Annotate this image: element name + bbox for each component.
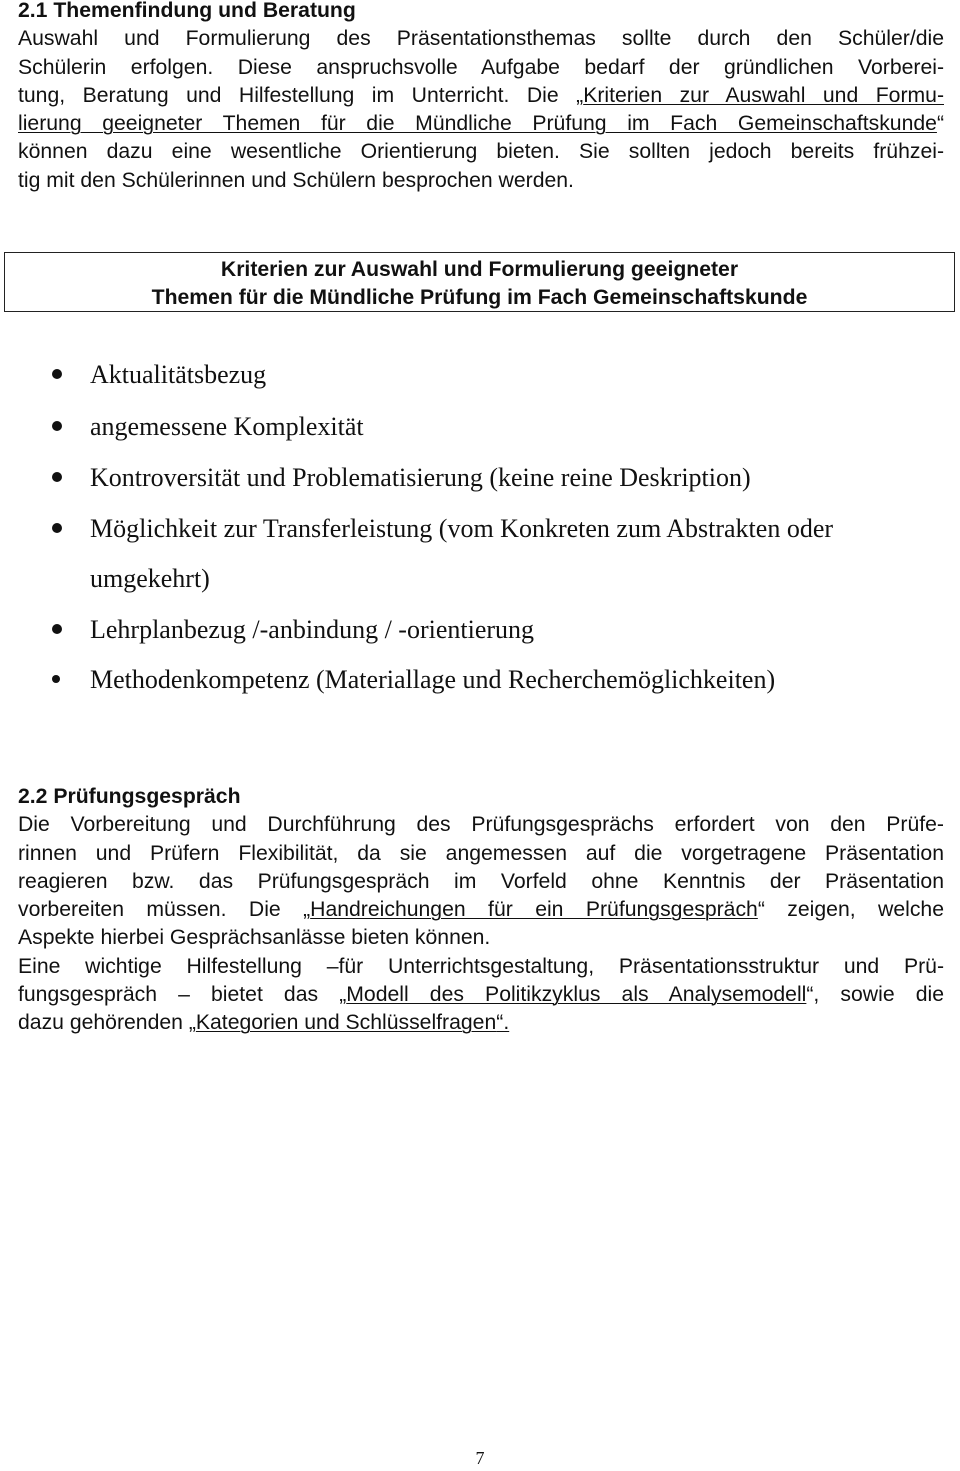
paragraph-line: können dazu eine wesentliche Orientierung bieten. Sie sollten jedoch bereits frühzei- bbox=[18, 140, 944, 164]
paragraph-line: vorbereiten müssen. Die „Handreichungen für ein Prüfungsgespräch“ zeigen, welche bbox=[18, 898, 944, 922]
section-title: 2.1 Themenfindung und Beratung bbox=[18, 0, 356, 22]
paragraph-line: reagieren bzw. das Prüfungsgespräch im Vorfeld ohne Kenntnis der Präsentation bbox=[18, 869, 944, 893]
paragraph-line: Aspekte hierbei Gesprächsanlässe bieten können. bbox=[18, 926, 491, 950]
bullet-icon bbox=[52, 369, 62, 379]
criteria-link-cont[interactable]: lierung geeigneter Themen für die Mündliche Prüfung im Fach Gemeinschaftskunde bbox=[18, 112, 937, 136]
box-title-line: Kriterien zur Auswahl und Formulierung geeigneter bbox=[220, 258, 739, 281]
bullet-icon bbox=[52, 421, 62, 431]
handreichungen-link[interactable]: Handreichungen für ein Prüfungsgespräch bbox=[310, 898, 758, 922]
paragraph-line: dazu gehörenden „Kategorien und Schlüsselfragen“. bbox=[18, 1011, 510, 1035]
paragraph-line: tig mit den Schülerinnen und Schülern besprochen werden. bbox=[18, 168, 574, 192]
paragraph-line: Auswahl und Formulierung des Präsentationsthemas sollte durch den Schüler/die bbox=[18, 27, 944, 51]
bullet-icon bbox=[52, 624, 62, 634]
section-pruefungsgespraech bbox=[18, 783, 944, 1038]
paragraph-line: tung, Beratung und Hilfestellung im Unterricht. Die „Kriterien zur Auswahl und Formu- bbox=[18, 83, 944, 107]
criteria-link[interactable]: Kriterien zur Auswahl und Formu- bbox=[583, 83, 944, 107]
bullet-icon bbox=[52, 523, 62, 533]
box-title-line: Themen für die Mündliche Prüfung im Fach Gemeinschaftskunde bbox=[151, 286, 808, 310]
section-themenfindung bbox=[18, 0, 944, 195]
bullet-icon bbox=[52, 675, 60, 683]
page-number: 7 bbox=[475, 1448, 485, 1468]
paragraph-line: fungsgespräch – bietet das „Modell des Politikzyklus als Analysemodell“, sowie die bbox=[18, 983, 944, 1007]
section-title: 2.2 Prüfungsgespräch bbox=[18, 785, 241, 808]
politikzyklus-link[interactable]: Modell des Politikzyklus als Analysemodell bbox=[346, 983, 807, 1007]
bullet-icon bbox=[52, 472, 62, 482]
paragraph-line: rinnen und Prüfern Flexibilität, da sie angemessen auf die vorgetragene Präsentation bbox=[18, 841, 944, 865]
paragraph-line: Die Vorbereitung und Durchführung des Prüfungsgesprächs erfordert von den Prüfe- bbox=[18, 813, 944, 837]
paragraph-line: Schülerin erfolgen. Diese anspruchsvolle Aufgabe bedarf der gründlichen Vorberei- bbox=[18, 55, 944, 79]
paragraph-line: lierung geeigneter Themen für die Mündliche Prüfung im Fach Gemeinschaftskunde“ bbox=[18, 112, 944, 136]
paragraph-line: Eine wichtige Hilfestellung –für Unterrichtsgestaltung, Präsentationsstruktur und Prü- bbox=[18, 954, 944, 978]
kategorien-link[interactable]: Kategorien und Schlüsselfragen bbox=[195, 1011, 497, 1035]
criteria-title-box bbox=[4, 252, 955, 312]
